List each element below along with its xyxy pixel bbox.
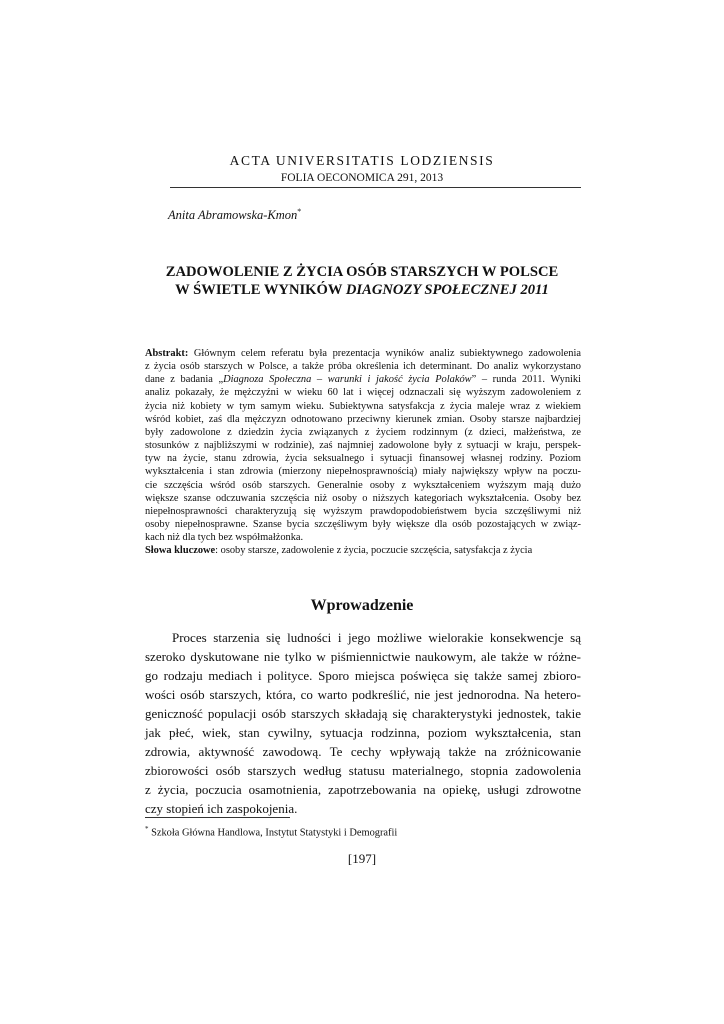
abstract-line: niepełnosprawności charakteryzują się wyższym prawdopodobieństwem bycia szczęśliwymi niż (145, 505, 581, 517)
abstract-line: cie szczęścia wśród osób starszych. Generalnie osoby z wykształceniem wyższym mają dużo (145, 479, 581, 491)
section-heading: Wprowadzenie (310, 597, 414, 614)
body-line: go rodzaju mediach i polityce. Sporo miejsca poświęca się także samej zbioro- (145, 668, 581, 683)
author-line (168, 207, 301, 223)
abstract-line: dane z badania „Diagnoza Społeczna – warunki i jakość życia Polaków” – runda 2011. Wyniki (145, 374, 581, 386)
keywords-label: Słowa kluczowe (145, 545, 216, 557)
journal-name: ACTA UNIVERSITATIS LODZIENSIS (229, 153, 495, 168)
body-line: wości osób starszych, która, co warto podkreślić, nie jest jednorodna. Na hetero- (145, 687, 581, 702)
paper-title (60, 263, 664, 299)
abstract-line: tyw na życie, stanu zdrowia, życia seksualnego i sytuacji finansowej własnej rodziny. Poziom (145, 453, 581, 465)
body-line: zbiorowości osób starszych według statusu materialnego, stopnia zadowolenia (145, 763, 581, 778)
abstract-line: z życia osób starszych w Polsce, a także próba określenia ich determinant. Do analiz wykorzystano (145, 361, 581, 373)
title-line-1: ZADOWOLENIE Z ŻYCIA OSÓB STARSZYCH W POLSCE (165, 264, 559, 280)
title-line-2-italic: DIAGNOZY SPOŁECZNEJ 2011 (345, 282, 549, 298)
abstract-line: większe szanse odczuwania szczęścia niż osoby o niższych kategoriach wykształcenia. Osoby bez (145, 492, 581, 504)
body-line: Proces starzenia się ludności i jego możliwe wielorakie konsekwencje są (172, 630, 581, 645)
footnote (145, 825, 397, 838)
abstract-line: życia niż kobiety w tym samym wieku. Subiektywna satysfakcja z życia maleje wraz z wiekiem (145, 400, 581, 412)
abstract-line: Abstrakt: Głównym celem referatu była prezentacja wyników analiz subiektywnego zadowolenia (145, 348, 581, 359)
title-line-2-prefix: W ŚWIETLE WYNIKÓW (175, 282, 346, 298)
journal-issue: FOLIA OECONOMICA 291, 2013 (280, 172, 444, 184)
abstract-label: Abstrakt: (145, 348, 189, 359)
body-line: z życia, poczucia osamotnienia, zapotrzebowania na opiekę, usługi zdrowotne (145, 782, 581, 797)
footnote-text: Szkoła Główna Handlowa, Instytut Statystyki i Demografii (148, 827, 398, 839)
author-name: Anita Abramowska-Kmon (168, 208, 298, 223)
footnote-mark: * (145, 825, 149, 833)
abstract-line: osoby niepełnosprawne. Szanse bycia szczęśliwym były większe dla osób pozostających w związ- (145, 519, 581, 531)
page-number: [197] (347, 851, 377, 866)
abstract-line: analiz pokazały, że mężczyźni w wieku 60 lat i więcej odznaczali się wyższym zadowoleniem z (145, 387, 581, 399)
body-line: szeroko dyskutowane nie tylko w piśmiennictwie naukowym, ale także w różne- (145, 649, 581, 664)
body-paragraph (145, 628, 581, 818)
abstract-line: kach niż dla tych bez współmałżonka. (145, 532, 304, 544)
abstract-line: były zadowolone z dziedzin życia związanych z życiem rodzinnym (z dzieci, małżeństwa, ze (145, 426, 581, 438)
body-line: geniczność populacji osób starszych składają się charakterystyki jednostek, takie (145, 706, 581, 721)
body-line: czy stopień ich zaspokojenia. (145, 801, 298, 816)
header-rule (170, 187, 581, 188)
body-line: zdrowia, aktywność zawodową. Te cechy wpływają także na zróżnicowanie (145, 744, 581, 759)
keywords-line (145, 544, 581, 557)
abstract (145, 347, 581, 558)
footnote-rule (145, 817, 290, 818)
body-line: jak płeć, wiek, stan cywilny, sytuacja rodzinna, poziom wykształcenia, stan (145, 725, 581, 740)
keywords-text: : osoby starsze, zadowolenie z życia, poczucie szczęścia, satysfakcja z życia (215, 545, 533, 557)
author-footnote-mark: * (297, 207, 302, 216)
abstract-line: stosunków z najbliższymi w rodzinie), zaś najmniej zadowolone były z sytuacji w kraju, perspek- (145, 440, 581, 452)
title-line-2 (60, 281, 664, 299)
survey-title: Diagnoza Społeczna – warunki i jakość życia Polaków (223, 374, 472, 386)
abstract-line: wykształcenia i stan zdrowia (mierzony niepełnosprawnością) miały największy wpływ na poczu- (145, 466, 581, 478)
abstract-line: wśród kobiet, zaś dla mężczyzn odnotowano przeciwny kierunek zmian. Osoby starsze najbardziej (145, 413, 581, 425)
